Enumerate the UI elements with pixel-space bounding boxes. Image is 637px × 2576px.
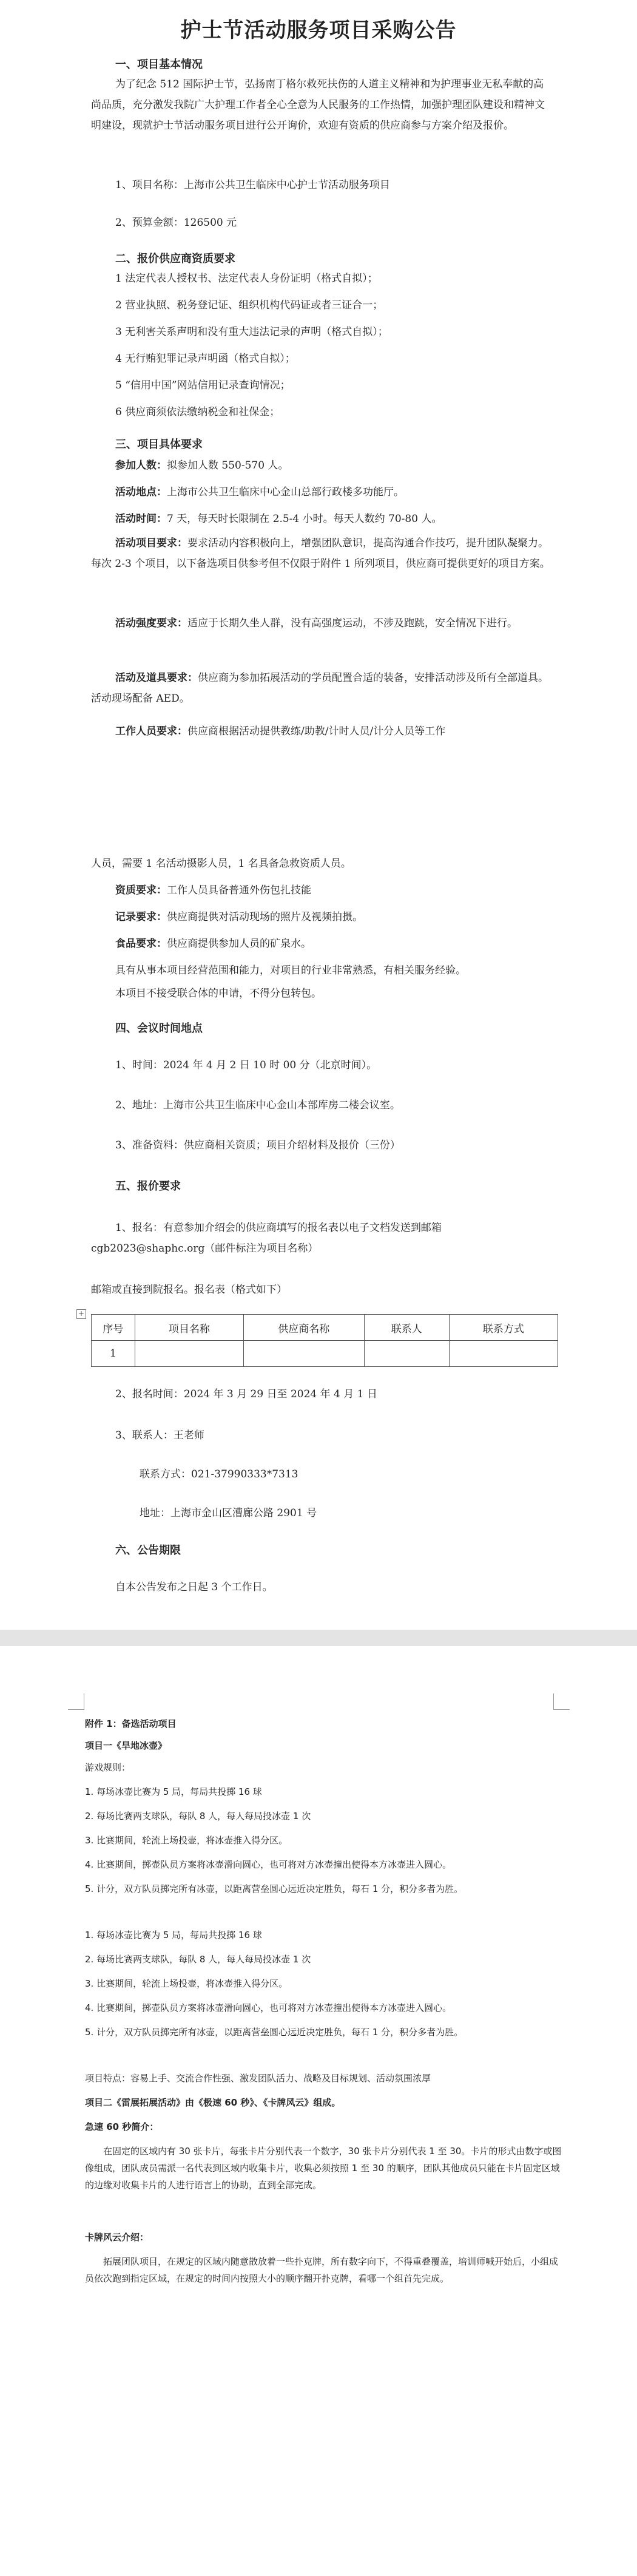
table-header-cell: 序号: [92, 1315, 135, 1341]
margin-corner-mark: [553, 1693, 570, 1710]
speed60-title: 急速 60 秒简介：: [85, 2121, 159, 2132]
signup-method: 邮箱或直接到院报名。报名表（格式如下）: [91, 1284, 287, 1296]
rule-item: 2. 每场比赛两支球队，每队 8 人，每人每局投冰壶 1 次: [85, 1954, 311, 1965]
activity-place: 活动地点：上海市公共卫生临床中心金山总部行政楼多功能厅。: [115, 486, 404, 498]
rule-item: 1. 每场冰壶比赛为 5 局，每局共投掷 16 球: [85, 1930, 262, 1940]
table-move-handle[interactable]: +: [76, 1309, 86, 1319]
activity-requirement: 活动项目要求：要求活动内容积极向上，增强团队意识，提高沟通合作技巧，提升团队凝聚力。每次 2-3 个项目，以下备选项目供参考但不仅限于附件 1 所列项目，供应商可提供更好的项目方案。: [91, 537, 550, 570]
participant-count: 参加人数：拟参加人数 550-570 人。: [115, 459, 289, 472]
rule-item: 3. 比赛期间，轮流上场投壶，将冰壶推入得分区。: [85, 1835, 288, 1846]
contact-address: 地址：上海市金山区漕廊公路 2901 号: [140, 1507, 317, 1519]
food-requirement: 食品要求：供应商提供参加人员的矿泉水。: [115, 938, 311, 950]
qualification-item: 6 供应商须依法缴纳税金和社保金；: [115, 406, 280, 418]
qualification-item: 3 无利害关系声明和没有重大违法记录的声明（格式自拟）；: [115, 326, 388, 338]
section-6-heading: 六、公告期限: [115, 1544, 181, 1557]
page-gap: [0, 1630, 637, 1646]
meeting-materials: 3、准备资料：供应商相关资质；项目介绍材料及报价（三份）: [115, 1139, 400, 1151]
speed60-text: 在固定的区域内有 30 张卡片，每张卡片分别代表一个数字，30 张卡片分别代表 1 至 30。卡片的形式由数字或图像组成，团队成员需派一名代表到区域内收集卡片，收集必须按照 1 至 30 的顺序，团队其他成员只能在卡片固定区域的边缘对收集卡片的人进行语言上的协助，直到全部完成。: [85, 2146, 562, 2191]
rule-item: 2. 每场比赛两支球队，每队 8 人，每人每局投冰壶 1 次: [85, 1811, 311, 1822]
staff-requirement-cont: 人员，需要 1 名活动摄影人员，1 名具备急救资质人员。: [91, 858, 351, 870]
equipment-requirement: 活动及道具要求：供应商为参加拓展活动的学员配置合适的装备，安排活动涉及所有全部道具。活动现场配备 AED。: [91, 672, 548, 705]
table-header-row: [92, 1315, 558, 1341]
table-cell: [135, 1341, 243, 1367]
rule-item: 4. 比赛期间，掷壶队员方案将冰壶滑向圆心，也可将对方冰壶撞出使得本方冰壶进入圆心。: [85, 1859, 452, 1870]
meeting-time: 1、时间：2024 年 4 月 2 日 10 时 00 分（北京时间）。: [115, 1059, 377, 1071]
subcontract-note: 本项目不接受联合体的申请，不得分包转包。: [115, 988, 322, 1000]
card-text: 拓展团队项目，在规定的区域内随意散放着一些扑克牌，所有数字向下，不得重叠覆盖，培训师喊开始后，小组成员依次跑到指定区域，在规定的时间内按照大小的顺序翻开扑克牌，看哪一个组首先完成。: [85, 2256, 559, 2284]
table-cell: [449, 1341, 558, 1367]
rules-label: 游戏规则：: [85, 1762, 131, 1773]
table-header-cell: 项目名称: [135, 1315, 243, 1341]
rule-item: 1. 每场冰壶比赛为 5 局，每局共投掷 16 球: [85, 1786, 262, 1797]
section-1-heading: 一、项目基本情况: [115, 58, 203, 71]
notice-period: 自本公告发布之日起 3 个工作日。: [115, 1581, 273, 1593]
rule-item: 3. 比赛期间，轮流上场投壶，将冰壶推入得分区。: [85, 1978, 288, 1989]
project-features: 项目特点：容易上手、交流合作性强、激发团队活力、战略及目标规划、活动氛围浓厚: [85, 2073, 431, 2084]
table-header-cell: 联系人: [364, 1315, 449, 1341]
meeting-address: 2、地址：上海市公共卫生临床中心金山本部库房二楼会议室。: [115, 1099, 400, 1111]
rule-item: 5. 计分，双方队员掷完所有冰壶，以距离营垒圆心远近决定胜负，每石 1 分，积分多者为胜。: [85, 1883, 463, 1894]
registration-table: [91, 1314, 558, 1367]
annex-project-1-title: 项目一《旱地冰壶》: [85, 1740, 167, 1751]
signup-email: cgb2023@shaphc.org（邮件标注为项目名称）: [91, 1242, 318, 1255]
section-2-heading: 二、报价供应商资质要求: [115, 253, 235, 265]
section-5-heading: 五、报价要求: [115, 1180, 181, 1193]
qualification-item: 5 “信用中国”网站信用记录查询情况；: [115, 379, 291, 391]
intensity-requirement: 活动强度要求：适应于长期久坐人群，没有高强度运动，不涉及跑跳，安全情况下进行。: [115, 617, 517, 629]
qualification-item: 4 无行贿犯罪记录声明函（格式自拟）；: [115, 353, 295, 365]
activity-time: 活动时间：7 天，每天时长限制在 2.5-4 小时。每天人数约 70-80 人。: [115, 513, 442, 525]
document-page-2: [0, 1646, 637, 2576]
qualification-item: 1 法定代表人授权书、法定代表人身份证明（格式自拟）；: [115, 273, 378, 285]
signup-instruction: 1、报名：有意参加介绍会的供应商填写的报名表以电子文档发送到邮箱: [115, 1222, 442, 1234]
contact-person: 3、联系人：王老师: [115, 1429, 204, 1442]
rule-item: 5. 计分，双方队员掷完所有冰壶，以距离营垒圆心远近决定胜负，每石 1 分，积分多者为胜。: [85, 2027, 463, 2038]
budget-amount: 2、预算金额：126500 元: [115, 217, 237, 229]
table-cell: 1: [92, 1341, 135, 1367]
experience-note: 具有从事本项目经营范围和能力，对项目的行业非常熟悉，有相关服务经验。: [115, 964, 466, 977]
section-1-intro: 为了纪念 512 国际护士节，弘扬南丁格尔救死扶伤的人道主义精神和为护理事业无私奉献的高尚品质，充分激发我院广大护理工作者全心全意为人民服务的工作热情，加强护理团队建设和精神文明建设，现就护士节活动服务项目进行公开询价，欢迎有资质的供应商参与方案介绍及报价。: [91, 78, 545, 132]
qualification-item: 2 营业执照、税务登记证、组织机构代码证或者三证合一；: [115, 299, 383, 311]
annex-project-2-title: 项目二《雷展拓展活动》由《极速 60 秒》、《卡牌风云》组成。: [85, 2097, 341, 2108]
qualification-requirement: 资质要求：工作人员具备普通外伤包扎技能: [115, 884, 311, 897]
table-cell: [243, 1341, 364, 1367]
table-header-cell: 供应商名称: [243, 1315, 364, 1341]
table-cell: [364, 1341, 449, 1367]
table-row: [92, 1341, 558, 1367]
contact-phone: 联系方式：021-37990333*7313: [140, 1468, 298, 1480]
section-3-heading: 三、项目具体要求: [115, 438, 203, 451]
page-title: 护士节活动服务项目采购公告: [180, 18, 457, 42]
annex-title: 附件 1：备选活动项目: [85, 1718, 177, 1729]
rule-item: 4. 比赛期间，掷壶队员方案将冰壶滑向圆心，也可将对方冰壶撞出使得本方冰壶进入圆心。: [85, 2002, 452, 2013]
project-name: 1、项目名称：上海市公共卫生临床中心护士节活动服务项目: [115, 179, 390, 191]
card-title: 卡牌风云介绍：: [85, 2232, 149, 2243]
staff-requirement: 工作人员要求：供应商根据活动提供教练/助教/计时人员/计分人员等工作: [115, 725, 446, 737]
margin-corner-mark: [68, 1693, 84, 1710]
record-requirement: 记录要求：供应商提供对活动现场的照片及视频拍摄。: [115, 911, 363, 923]
signup-period: 2、报名时间：2024 年 3 月 29 日至 2024 年 4 月 1 日: [115, 1388, 377, 1400]
table-header-cell: 联系方式: [449, 1315, 558, 1341]
section-4-heading: 四、会议时间地点: [115, 1022, 203, 1035]
